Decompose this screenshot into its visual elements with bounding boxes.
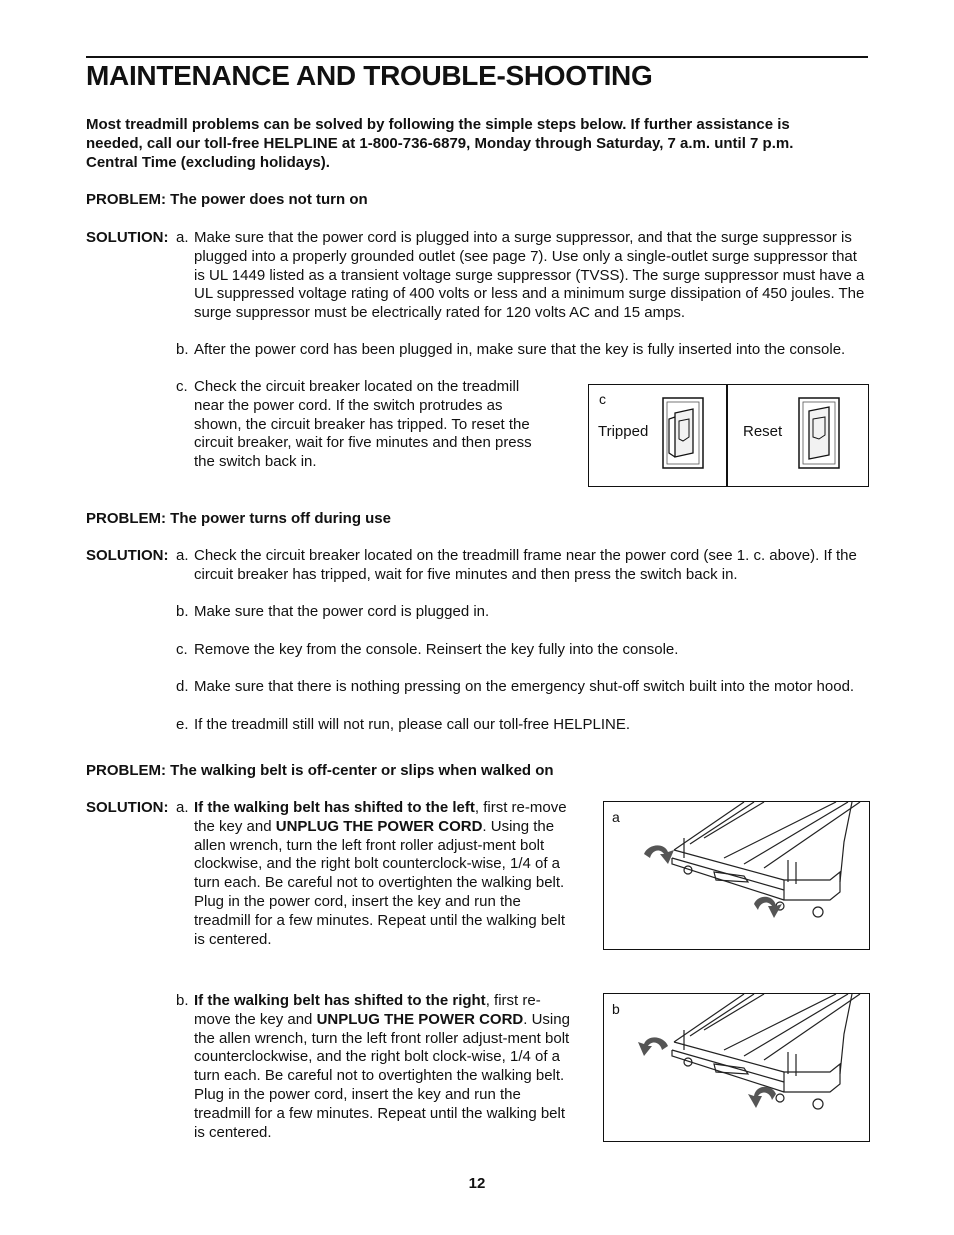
step-letter: c. [176,378,188,395]
step-text: Check the circuit breaker located on the treadmill near the power cord. If the switch protrudes as shown, the circuit breaker has tripped. To reset the circuit breaker, wait for five minutes and then press the switch back in. [194,378,532,471]
solution-step-3b [176,992,570,1142]
solution-label-2: SOLUTION: [86,547,169,564]
page-title: MAINTENANCE AND TROUBLE-SHOOTING [86,60,653,91]
step-letter: a. [176,229,189,246]
solution-step-2a [176,547,870,585]
solution-label-1: SOLUTION: [86,229,169,246]
solution-step-2e [176,716,870,735]
page-number: 12 [468,1175,486,1192]
solution-step-1b [176,341,870,360]
step-text: If the treadmill still will not run, please call our toll-free HELPLINE. [194,716,631,733]
circuit-breaker-figure [588,384,869,487]
problem-heading-2: PROBLEM: The power turns off during use [86,510,391,527]
figure-letter: c [599,391,606,407]
tripped-switch-icon [659,395,709,473]
step-letter: a. [176,547,189,564]
figure-letter: a [612,809,620,825]
step-letter: b. [176,341,189,358]
figure-letter: b [612,1001,620,1017]
step-letter: b. [176,992,189,1009]
step-text: Make sure that the power cord is plugged in. [194,603,490,620]
treadmill-roller-illustration [604,802,868,948]
step-letter: c. [176,641,188,658]
treadmill-roller-illustration [604,994,868,1140]
step-text: If the walking belt has shifted to the right, first re-move the key and UNPLUG THE POWER CORD. Using the allen wrench, turn the left front roller adjust-ment bolt counterclockwise, and the right bolt clock-wise, 1/4 of a turn each. Be careful not to overtighten the walking belt. Plug in the power cord, insert the key and run the treadmill for a few minutes. Repeat until the walking belt is centered. [194,992,570,1141]
tripped-label: Tripped [598,423,649,440]
step-text: Check the circuit breaker located on the treadmill frame near the power cord (see 1. c. above). If the circuit breaker has tripped, wait for five minutes and then press the switch back in. [194,547,857,583]
step-letter: e. [176,716,189,733]
problem-heading-1: PROBLEM: The power does not turn on [86,191,368,208]
step-text: Make sure that there is nothing pressing on the emergency shut-off switch built into the motor hood. [194,678,855,695]
solution-step-1a [176,229,870,323]
step-text: After the power cord has been plugged in, make sure that the key is fully inserted into the console. [194,341,846,358]
solution-step-3a [176,799,570,949]
figure-divider [726,385,728,486]
belt-right-figure [603,993,870,1142]
reset-switch-icon [795,395,845,473]
belt-left-figure [603,801,870,950]
solution-step-1c [176,378,548,472]
step-letter: b. [176,603,189,620]
solution-step-2c [176,641,870,660]
step-text: If the walking belt has shifted to the left, first re-move the key and UNPLUG THE POWER CORD. Using the allen wrench, turn the left front roller adjust-ment bolt clockwise, and the right bolt counterclock-wise, 1/4 of a turn each. Be careful not to overtighten the walking belt. Plug in the power cord, insert the key and run the treadmill for a few minutes. Repeat until the walking belt is centered. [194,799,567,948]
solution-step-2d [176,678,876,697]
step-letter: a. [176,799,189,816]
step-text: Remove the key from the console. Reinsert the key fully into the console. [194,641,679,658]
step-letter: d. [176,678,189,695]
top-rule [86,56,868,58]
problem-heading-3: PROBLEM: The walking belt is off-center or slips when walked on [86,762,554,779]
solution-step-2b [176,603,870,622]
intro-paragraph: Most treadmill problems can be solved by following the simple steps below. If further assistance is needed, call our toll-free HELPLINE at 1-800-736-6879, Monday through Saturday, 7 a.m. until 7 p.m. Central Time (excluding holidays). [86,116,794,171]
reset-label: Reset [743,423,783,440]
solution-label-3: SOLUTION: [86,799,169,816]
step-text: Make sure that the power cord is plugged into a surge suppressor, and that the surge suppressor is plugged into a properly grounded outlet (see page 7). Use only a single-outlet surge suppressor that is UL 1449 listed as a transient voltage surge suppressor (TVSS). The surge suppressor must have a UL suppressed voltage rating of 400 volts or less and a minimum surge dissipation of 450 joules. The surge suppressor must be electrically rated for 120 volts AC and 15 amps. [194,229,865,322]
